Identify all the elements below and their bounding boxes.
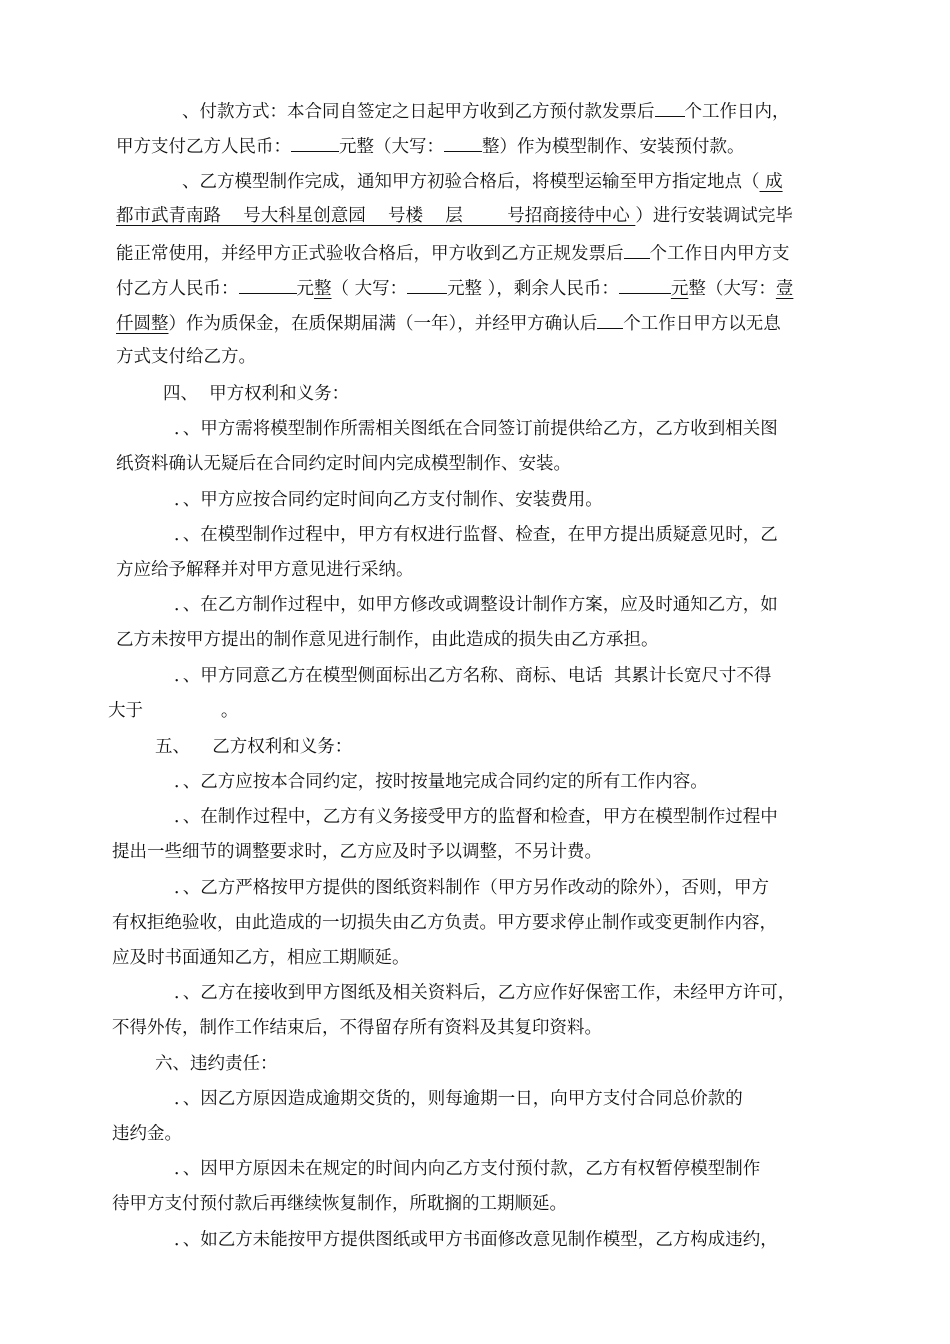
text-run: 六、违约责任： bbox=[155, 1054, 278, 1074]
text-line bbox=[108, 699, 238, 723]
text-run: ．、在制作过程中，乙方有义务接受甲方的监督和检查，甲方在模型制作过程中 bbox=[174, 807, 778, 827]
blank-field bbox=[597, 310, 623, 329]
text-run: 元 bbox=[296, 279, 314, 299]
underlined-text: 成 bbox=[759, 172, 783, 192]
blank-field bbox=[239, 275, 297, 294]
text-line bbox=[174, 876, 769, 900]
text-run: ．、因乙方原因造成逾期交货的，则每逾期一日，向甲方支付合同总价款的 bbox=[174, 1089, 743, 1109]
text-run: 有权拒绝验收，由此造成的一切损失由乙方负责。甲方要求停止制作或变更制作内容， bbox=[112, 913, 777, 933]
text-line bbox=[116, 310, 781, 334]
underlined-text: 整 bbox=[314, 279, 332, 299]
text-run: 甲方支付乙方人民币： bbox=[116, 137, 291, 157]
text-run: 、乙方模型制作完成，通知甲方初验合格后，将模型运输至甲方指定地点（ bbox=[182, 172, 760, 192]
text-line bbox=[112, 840, 602, 864]
text-line bbox=[174, 417, 778, 441]
text-run: 大于 。 bbox=[108, 701, 239, 721]
text-line bbox=[174, 1228, 778, 1252]
text-line bbox=[112, 1122, 182, 1146]
underlined-text: 壹 bbox=[775, 279, 794, 299]
text-line bbox=[112, 1192, 567, 1216]
text-run: ．、乙方在接收到甲方图纸及相关资料后，乙方应作好保密工作，未经甲方许可， bbox=[174, 983, 796, 1003]
section-heading bbox=[155, 1052, 278, 1076]
text-line bbox=[112, 946, 410, 970]
text-run: ）进行安装调试完毕 bbox=[635, 206, 793, 226]
text-line bbox=[174, 523, 778, 547]
text-run: 个工作日内， bbox=[684, 102, 790, 122]
text-run: 能正常使用，并经甲方正式验收合格后，甲方收到乙方正规发票后 bbox=[116, 244, 624, 264]
text-line bbox=[174, 593, 778, 617]
text-line bbox=[182, 98, 790, 122]
text-run: 方式支付给乙方。 bbox=[116, 347, 256, 367]
blank-field bbox=[407, 275, 447, 294]
text-line bbox=[174, 805, 778, 829]
text-line bbox=[116, 628, 659, 652]
text-line bbox=[116, 204, 793, 228]
blank-field bbox=[655, 98, 685, 117]
text-run: ．、因甲方原因未在规定的时间内向乙方支付预付款，乙方有权暂停模型制作 bbox=[174, 1159, 761, 1179]
underlined-text: 元 bbox=[670, 279, 689, 299]
text-run: 付乙方人民币： bbox=[116, 279, 239, 299]
blank-field bbox=[619, 275, 671, 294]
text-line bbox=[174, 1157, 760, 1181]
text-line bbox=[116, 275, 793, 299]
text-run: 待甲方支付预付款后再继续恢复制作，所耽搁的工期顺延。 bbox=[112, 1194, 567, 1214]
section-heading bbox=[163, 382, 349, 406]
text-run: ）作为质保金，在质保期届满（一年），并经甲方确认后 bbox=[168, 314, 598, 334]
text-line bbox=[116, 133, 745, 157]
text-run: ．、甲方同意乙方在模型侧面标出乙方名称、商标、电话 其累计长宽尺寸不得 bbox=[174, 666, 772, 686]
text-run: 整（大写： bbox=[688, 279, 776, 299]
text-run: ．、乙方严格按甲方提供的图纸资料制作（甲方另作改动的除外），否则，甲方 bbox=[174, 878, 769, 898]
text-run: 应及时书面通知乙方，相应工期顺延。 bbox=[112, 948, 410, 968]
text-run: 违约金。 bbox=[112, 1124, 182, 1144]
text-line bbox=[174, 981, 795, 1005]
text-line bbox=[112, 911, 777, 935]
blank-field bbox=[291, 133, 339, 152]
text-run: 个工作日内甲方支 bbox=[649, 244, 790, 264]
text-run: 整）作为模型制作、安装预付款。 bbox=[482, 137, 745, 157]
blank-field bbox=[624, 240, 650, 259]
blank-field bbox=[444, 133, 482, 152]
text-run: 四、 甲方权利和义务： bbox=[163, 384, 350, 404]
section-heading bbox=[155, 735, 352, 759]
text-line bbox=[112, 1016, 602, 1040]
text-run: 元整（大写： bbox=[339, 137, 444, 157]
text-line bbox=[174, 488, 603, 512]
text-run: ．、甲方需将模型制作所需相关图纸在合同签订前提供给乙方，乙方收到相关图 bbox=[174, 419, 778, 439]
text-line bbox=[116, 452, 571, 476]
text-run: ．、在乙方制作过程中，如甲方修改或调整设计制作方案，应及时通知乙方，如 bbox=[174, 595, 778, 615]
text-run: 提出一些细节的调整要求时，乙方应及时予以调整，不另计费。 bbox=[112, 842, 602, 862]
text-run: 五、 乙方权利和义务： bbox=[155, 737, 353, 757]
text-run: 乙方未按甲方提出的制作意见进行制作，由此造成的损失由乙方承担。 bbox=[116, 630, 659, 650]
text-line bbox=[174, 1087, 743, 1111]
text-line bbox=[182, 170, 783, 194]
text-line bbox=[116, 345, 256, 369]
text-line bbox=[116, 558, 414, 582]
text-run: 不得外传，制作工作结束后，不得留存所有资料及其复印资料。 bbox=[112, 1018, 602, 1038]
text-run: 元整 ），剩余人民币： bbox=[447, 279, 619, 299]
text-run: ．、如乙方未能按甲方提供图纸或甲方书面修改意见制作模型，乙方构成违约， bbox=[174, 1230, 778, 1250]
underlined-text: 仟圆整 bbox=[116, 314, 169, 334]
text-run: 纸资料确认无疑后在合同约定时间内完成模型制作、安装。 bbox=[116, 454, 571, 474]
text-run: 方应给予解释并对甲方意见进行采纳。 bbox=[116, 560, 414, 580]
text-run: ．、甲方应按合同约定时间向乙方支付制作、安装费用。 bbox=[174, 490, 603, 510]
text-line bbox=[174, 664, 771, 688]
text-run: 、付款方式：本合同自签定之日起甲方收到乙方预付款发票后 bbox=[182, 102, 655, 122]
underlined-text: 都市武青南路 号大科星创意园 号楼 层 号招商接待中心 bbox=[116, 206, 636, 226]
text-run: 个工作日甲方以无息 bbox=[623, 314, 781, 334]
text-run: （ 大写： bbox=[331, 279, 408, 299]
text-line bbox=[174, 770, 708, 794]
text-line bbox=[116, 240, 790, 264]
text-run: ．、乙方应按本合同约定，按时按量地完成合同约定的所有工作内容。 bbox=[174, 772, 708, 792]
text-run: ．、在模型制作过程中，甲方有权进行监督、检查，在甲方提出质疑意见时，乙 bbox=[174, 525, 778, 545]
